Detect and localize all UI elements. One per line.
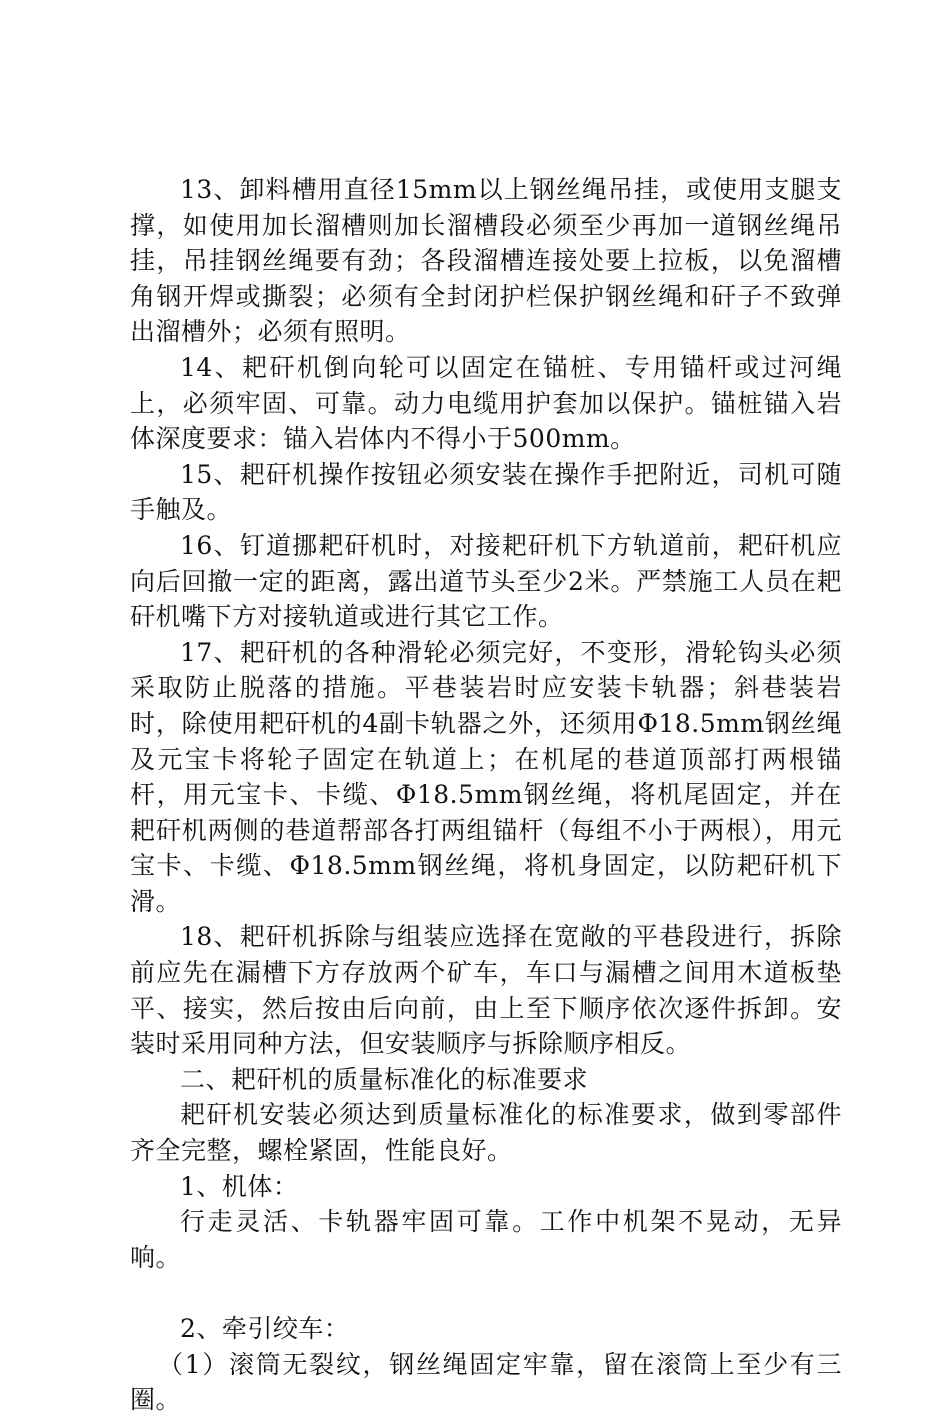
paragraph-item-16: 16、钉道挪耙矸机时，对接耙矸机下方轨道前，耙矸机应向后回撤一定的距离，露出道节头至少2米。严禁施工人员在耙矸机嘴下方对接轨道或进行其它工作。	[130, 530, 842, 632]
section-intro: 耙矸机安装必须达到质量标准化的标准要求，做到零部件齐全完整，螺栓紧固，性能良好。	[130, 1100, 842, 1166]
section-heading: 二、耙矸机的质量标准化的标准要求	[180, 1064, 589, 1094]
paragraph-item-14: 14、耙矸机倒向轮可以固定在锚桩、专用锚杆或过河绳上，必须牢固、可靠。动力电缆用护套加以保护。锚桩锚入岩体深度要求：锚入岩体内不得小于500mm。	[130, 352, 842, 454]
subsection-body-text: 行走灵活、卡轨器牢固可靠。工作中机架不晃动，无异响。	[130, 1207, 842, 1272]
paragraph-item-18: 18、耙矸机拆除与组装应选择在宽敞的平巷段进行，拆除前应先在漏槽下方存放两个矿车，车口与漏槽之间用木道板垫平、接实，然后按由后向前，由上至下顺序依次逐件拆卸。安装时采用同种方法，但安装顺序与拆除顺序相反。	[130, 922, 842, 1059]
document-body	[130, 172, 842, 1418]
subsection-item-1: （1）滚筒无裂纹，钢丝绳固定牢靠，留在滚筒上至少有三圈。	[130, 1349, 842, 1415]
paragraph-item-17: 17、耙矸机的各种滑轮必须完好，不变形，滑轮钩头必须采取防止脱落的措施。平巷装岩时应安装卡轨器；斜巷装岩时，除使用耙矸机的4副卡轨器之外，还须用Φ18.5mm钢丝绳及元宝卡将轮子固定在轨道上；在机尾的巷道顶部打两根锚杆，用元宝卡、卡缆、Φ18.5mm钢丝绳，将机尾固定，并在耙矸机两侧的巷道帮部各打两组锚杆（每组不小于两根），用元宝卡、卡缆、Φ18.5mm钢丝绳，将机身固定，以防耙矸机下滑。	[130, 637, 842, 916]
blank-line	[130, 1275, 842, 1311]
paragraph-item-13: 13、卸料槽用直径15mm以上钢丝绳吊挂，或使用支腿支撑，如使用加长溜槽则加长溜槽段必须至少再加一道钢丝绳吊挂，吊挂钢丝绳要有劲；各段溜槽连接处要上拉板，以免溜槽角钢开焊或撕裂；必须有全封闭护栏保护钢丝绳和矸子不致弹出溜槽外；必须有照明。	[130, 175, 842, 347]
paragraph-item-15: 15、耙矸机操作按钮必须安装在操作手把附近，司机可随手触及。	[130, 459, 842, 525]
subsection-heading-winch: 2、牵引绞车：	[180, 1314, 350, 1343]
subsection-heading-body: 1、机体：	[180, 1171, 299, 1201]
